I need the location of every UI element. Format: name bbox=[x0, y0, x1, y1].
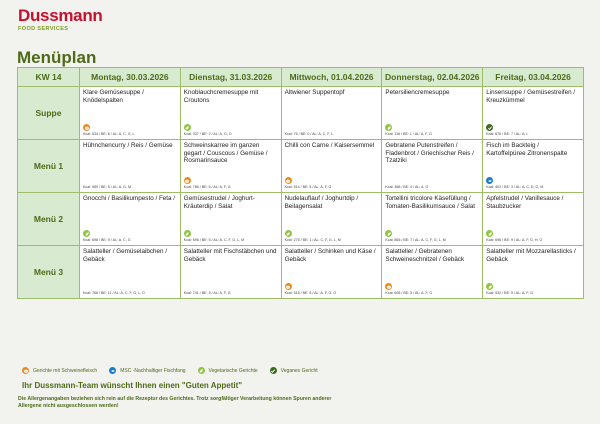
menu-cell bbox=[382, 140, 483, 193]
menu-cell bbox=[80, 140, 181, 193]
nutrition-info: Kcal: 696 / BE: 9 / AL: A, F, G, H, O bbox=[486, 238, 543, 242]
brand-logo bbox=[18, 7, 103, 32]
allergen-disclaimer: Die Allergenangaben beziehen sich rein auf die Rezeptur des Gerichtes. Trotz sorgfältiger Verarbeitung können Spuren anderer Allergene nicht ausgeschlossen werden! bbox=[18, 396, 332, 409]
menu-row bbox=[18, 246, 584, 299]
menu-row bbox=[18, 193, 584, 246]
menu-cell bbox=[80, 246, 181, 299]
menu-cell bbox=[483, 246, 584, 299]
fish-icon bbox=[109, 367, 116, 374]
row-label: Menü 1 bbox=[18, 140, 80, 193]
dish-name: Knoblauchcremesuppe mit Croutons bbox=[183, 89, 259, 104]
pork-icon bbox=[22, 367, 29, 374]
leaf-icon bbox=[486, 230, 493, 237]
legend-label: MSC -Nachhaltiger Fischfang bbox=[120, 367, 186, 374]
legend-item bbox=[109, 367, 185, 374]
dish-name: Schweinskarree im ganzen gegart / Couscous / Gemüse / Rosmarinsauce bbox=[183, 142, 268, 165]
week-header: KW 14 bbox=[18, 68, 80, 87]
day-header: Donnerstag, 02.04.2026 bbox=[382, 68, 483, 87]
nutrition-info: Kcal: 368 / BE: 4 / AL: A, G bbox=[385, 185, 429, 189]
nutrition-info: Kcal: 865 / BE: 7 / AL: A, C, F, G, L, M bbox=[385, 238, 446, 242]
nutrition-info: Kcal: 741 / BE: 5 / AL: A, F, G bbox=[183, 291, 231, 295]
pork-icon bbox=[184, 177, 191, 184]
dish-name: Salatteller / Gemüselaibchen / Gebäck bbox=[83, 248, 168, 263]
dish-name: Gemüsestrudel / Joghurt-Kräuterdip / Salat bbox=[183, 195, 255, 210]
legend bbox=[22, 367, 330, 374]
menu-cell bbox=[382, 87, 483, 140]
menu-cell bbox=[281, 246, 382, 299]
leaf-icon bbox=[83, 230, 90, 237]
row-label: Menü 3 bbox=[18, 246, 80, 299]
row-label: Menü 2 bbox=[18, 193, 80, 246]
pork-icon bbox=[285, 177, 292, 184]
nutrition-info: Kcal: 676 / BE: 7 / AL: A, L bbox=[486, 132, 529, 136]
leaf-icon bbox=[385, 124, 392, 131]
day-header: Freitag, 03.04.2026 bbox=[483, 68, 584, 87]
dish-name: Altwiener Suppentopf bbox=[284, 89, 345, 96]
menu-cell bbox=[483, 140, 584, 193]
pork-icon bbox=[285, 283, 292, 290]
dish-name: Apfelstrudel / Vanillesauce / Staubzucker bbox=[486, 195, 564, 210]
day-header: Mittwoch, 01.04.2026 bbox=[281, 68, 382, 87]
nutrition-info: Kcal: 515 / BE: 6 / AL: A, F, G, O bbox=[284, 291, 337, 295]
dish-name: Salatteller / Schinken und Käse / Gebäck bbox=[284, 248, 376, 263]
nutrition-info: Kcal: 608 / BE: 5 / AL: A, F, G bbox=[385, 291, 433, 295]
nutrition-info: Kcal: 696 / BE: 5 / AL: A, C, F, G, L, M bbox=[183, 238, 245, 242]
leaf-icon bbox=[285, 230, 292, 237]
day-header: Dienstag, 31.03.2026 bbox=[180, 68, 281, 87]
menu-cell bbox=[281, 87, 382, 140]
pork-icon bbox=[385, 283, 392, 290]
menu-cell bbox=[180, 87, 281, 140]
nutrition-info: Kcal: 514 / BE: 5 / AL: A, F, G bbox=[284, 185, 332, 189]
dish-name: Salatteller / Gebratenen Schweineschnitzel / Gebäck bbox=[385, 248, 465, 263]
legend-label: Gerichte mit Schweinefleisch bbox=[33, 367, 98, 374]
nutrition-info: Kcal: 786 / BE: 6 / AL: A, F, G bbox=[183, 185, 231, 189]
leaf-icon bbox=[184, 124, 191, 131]
menu-cell bbox=[281, 140, 382, 193]
nutrition-info: Kcal: 337 / BE: 2 / AL: A, G, O bbox=[183, 132, 232, 136]
header-row bbox=[18, 68, 584, 87]
dish-name: Tortellini tricolore Käsefüllung / Tomaten-Basilikumsauce / Salat bbox=[385, 195, 475, 210]
menu-cell bbox=[483, 193, 584, 246]
fish-icon bbox=[486, 177, 493, 184]
dish-name: Petersiliencremesuppe bbox=[385, 89, 450, 96]
nutrition-info: Kcal: 275 / BE: 1 / AL: C, F, G, L, M bbox=[284, 238, 341, 242]
menu-cell bbox=[281, 193, 382, 246]
nutrition-info: Kcal: 698 / BE: 9 / AL: A, C, G bbox=[83, 238, 131, 242]
page-title: Menüplan bbox=[17, 48, 97, 67]
brand-subtitle: FOOD SERVICES bbox=[18, 26, 69, 32]
dish-name: Linsensuppe / Gemüsestreifen / Kreuzkümmel bbox=[486, 89, 576, 104]
legend-item bbox=[270, 367, 318, 374]
legend-item bbox=[22, 367, 97, 374]
nutrition-info: Kcal: 989 / BE: 5 / AL: A, G, M bbox=[83, 185, 131, 189]
menu-cell bbox=[80, 87, 181, 140]
menu-table bbox=[17, 67, 584, 299]
dish-name: Chilli con Carne / Kaisersemmel bbox=[284, 142, 375, 149]
dish-name: Klare Gemüsesuppe / Knödelspalten bbox=[83, 89, 144, 104]
leaf-icon bbox=[198, 367, 205, 374]
row-label: Suppe bbox=[18, 87, 80, 140]
dish-name: Nudelauflauf / Joghurtdip / Beilagensalat bbox=[284, 195, 359, 210]
leaf-icon bbox=[486, 283, 493, 290]
day-header: Montag, 30.03.2026 bbox=[80, 68, 181, 87]
menu-row bbox=[18, 140, 584, 193]
menu-cell bbox=[180, 193, 281, 246]
menu-cell bbox=[382, 193, 483, 246]
dish-name: Salatteller mit Mozzarellasticks / Gebäck bbox=[486, 248, 576, 263]
vegan-check-icon bbox=[270, 367, 277, 374]
nutrition-info: Kcal: 534 / BE: 6 / AL: A, C, G, L bbox=[83, 132, 135, 136]
leaf-icon bbox=[184, 230, 191, 237]
pork-icon bbox=[83, 124, 90, 131]
dish-name: Salatteller mit Fischstäbchen und Gebäck bbox=[183, 248, 277, 263]
menu-row bbox=[18, 87, 584, 140]
nutrition-info: Kcal: 116 / BE: 1 / AL: A, F, G bbox=[385, 132, 432, 136]
menu-cell bbox=[80, 193, 181, 246]
menu-cell bbox=[180, 140, 281, 193]
menu-cell bbox=[483, 87, 584, 140]
nutrition-info: Kcal: 76 / BE: 0 / AL: A, C, F, L bbox=[284, 132, 334, 136]
brand-name: Dussmann bbox=[18, 6, 103, 25]
vegan-check-icon bbox=[486, 124, 493, 131]
legend-label: Vegetarische Gerichte bbox=[208, 367, 258, 374]
menu-cell bbox=[382, 246, 483, 299]
dish-name: Gnocchi / Basilikumpesto / Feta / bbox=[83, 195, 176, 202]
closing-message: Ihr Dussmann-Team wünscht Ihnen einen "Guten Appetit" bbox=[22, 381, 243, 390]
nutrition-info: Kcal: 766 / BE: 11 / AL: A, C, F, G, L, O bbox=[83, 291, 145, 295]
nutrition-info: Kcal: 402 / BE: 3 / AL: A, C, D, G, M bbox=[486, 185, 544, 189]
legend-item bbox=[198, 367, 258, 374]
leaf-icon bbox=[385, 230, 392, 237]
dish-name: Hühnchencurry / Reis / Gemüse bbox=[83, 142, 173, 149]
legend-label: Veganes Gericht bbox=[280, 367, 318, 374]
dish-name: Gebratene Putenstreifen / Fladenbrot / Griechischer Reis / Tzatziki bbox=[385, 142, 474, 165]
nutrition-info: Kcal: 532 / BE: 5 / AL: A, F, G bbox=[486, 291, 533, 295]
menu-cell bbox=[180, 246, 281, 299]
dish-name: Fisch im Backteig / Kartoffelpüree Zitronenspalte bbox=[486, 142, 568, 157]
